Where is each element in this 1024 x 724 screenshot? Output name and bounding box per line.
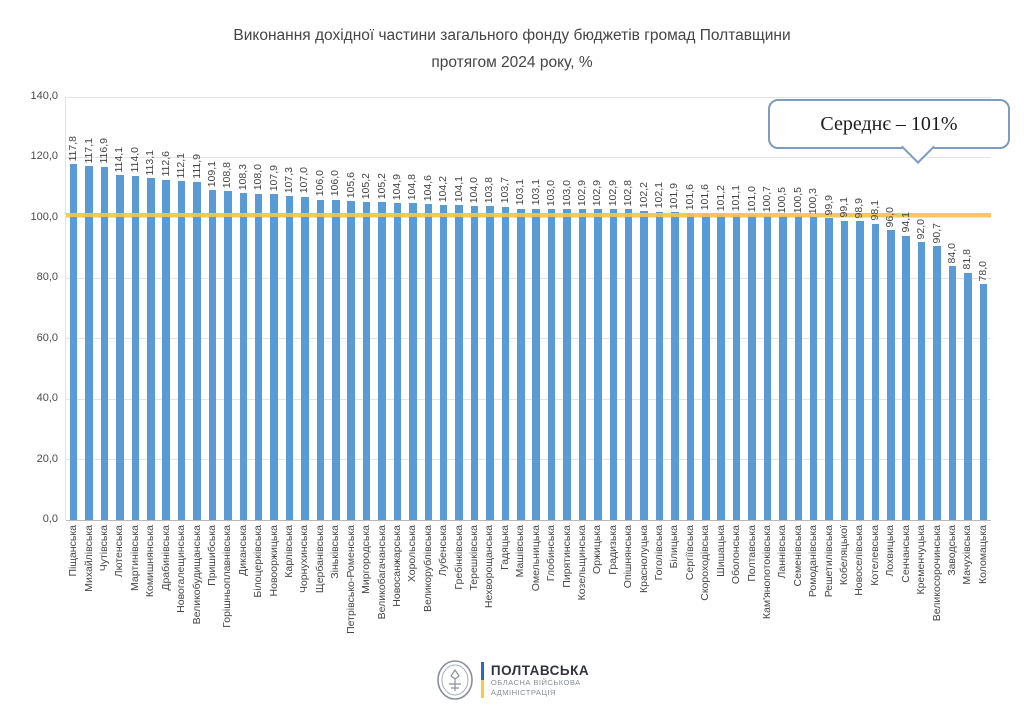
category-label: Полтавська — [745, 525, 758, 582]
value-label: 114,1 — [113, 146, 126, 173]
y-tick-label: 20,0 — [36, 452, 58, 465]
bar — [980, 284, 988, 520]
bar — [563, 209, 571, 520]
value-label: 108,8 — [221, 162, 234, 189]
bar — [332, 200, 340, 520]
value-label: 108,3 — [236, 163, 249, 190]
value-label: 102,9 — [591, 179, 604, 207]
category-label: Пришибська — [205, 525, 218, 586]
value-label: 104,0 — [468, 176, 481, 203]
value-label: 84,0 — [945, 242, 958, 264]
category-label: Лубенська — [437, 525, 450, 577]
value-label: 107,9 — [267, 164, 280, 191]
value-label: 101,6 — [683, 183, 696, 211]
category-label: Комишнянська — [144, 525, 157, 598]
value-label: 104,6 — [421, 174, 434, 201]
value-label: 100,5 — [776, 187, 789, 214]
y-tick-label: 60,0 — [36, 331, 58, 344]
category-label: Кам'янопотоківська — [760, 525, 773, 620]
value-label: 104,9 — [390, 173, 403, 201]
poltava-emblem-icon — [435, 658, 475, 702]
bar — [286, 196, 294, 520]
bar — [486, 206, 494, 520]
value-label: 78,0 — [976, 260, 989, 282]
category-label: Новоселівська — [853, 525, 866, 596]
bar — [209, 190, 217, 520]
value-label: 103,7 — [498, 177, 511, 204]
bar — [779, 216, 787, 520]
category-label: Ланнівська — [776, 525, 789, 579]
category-label: Великосорочинська — [930, 525, 943, 622]
bar — [85, 166, 93, 520]
category-label: Новосанжарська — [390, 525, 403, 607]
bar — [671, 212, 679, 520]
bar — [810, 217, 818, 520]
value-label: 103,1 — [529, 179, 542, 206]
bar — [394, 203, 402, 520]
category-label: Шишацька — [714, 525, 727, 577]
footer-org-name — [491, 663, 589, 698]
value-label: 105,2 — [375, 172, 388, 200]
category-label: Білоцерківська — [252, 525, 265, 598]
bar — [363, 202, 371, 520]
gridline — [66, 97, 991, 98]
bar — [240, 193, 248, 520]
bar — [455, 205, 463, 520]
category-label: Гребінківська — [452, 525, 465, 590]
y-tick-label: 80,0 — [36, 271, 58, 284]
value-label: 104,2 — [437, 175, 450, 203]
bar — [702, 213, 710, 520]
value-label: 105,6 — [344, 171, 357, 198]
value-label: 101,1 — [730, 185, 743, 212]
value-label: 102,8 — [622, 180, 635, 207]
bar — [733, 215, 741, 520]
category-label: Чорнухинська — [298, 525, 311, 594]
category-label: Гадяцька — [498, 525, 511, 570]
bar — [132, 176, 140, 520]
category-label: Глобинська — [545, 525, 558, 582]
value-label: 106,0 — [313, 170, 326, 197]
category-label: Козельщинська — [575, 525, 588, 601]
value-label: 101,2 — [714, 184, 727, 212]
gridline — [66, 459, 991, 460]
bar — [440, 205, 448, 520]
bar — [162, 180, 170, 520]
bar — [532, 209, 540, 521]
bar — [610, 209, 618, 520]
bar — [193, 182, 201, 520]
bar — [517, 209, 525, 521]
bar — [795, 216, 803, 520]
value-label: 101,6 — [699, 183, 712, 211]
value-label: 117,1 — [82, 137, 95, 164]
category-label: Новогалещинська — [175, 525, 188, 613]
org-name-line2: ОБЛАСНА ВІЙСЬКОВА — [490, 677, 581, 687]
bar — [841, 221, 849, 520]
value-label: 98,1 — [868, 200, 881, 221]
bar — [625, 209, 633, 520]
bar — [872, 224, 880, 520]
category-label: Хорольська — [406, 525, 419, 583]
bar — [764, 216, 772, 520]
category-label: Решетилівська — [822, 525, 835, 598]
gridline — [66, 278, 991, 279]
y-tick-label: 100,0 — [30, 210, 58, 223]
value-label: 100,5 — [791, 187, 804, 214]
gridline — [66, 399, 991, 400]
value-label: 99,1 — [838, 197, 851, 218]
category-label: Новооржицька — [267, 525, 280, 597]
category-label: Омельницька — [529, 525, 542, 592]
value-label: 102,9 — [606, 179, 619, 207]
category-label: Пирятинська — [560, 525, 573, 588]
category-label: Щербанівська — [313, 525, 326, 594]
category-label: Опішнянська — [622, 525, 635, 589]
value-label: 81,8 — [961, 249, 974, 270]
bar — [116, 175, 124, 520]
footer-logo — [0, 658, 1024, 702]
category-label: Скороходівська — [699, 525, 712, 601]
bar — [101, 167, 109, 520]
category-label: Сенчанська — [899, 525, 912, 583]
category-label: Заводська — [945, 525, 958, 576]
bar — [825, 218, 833, 520]
bar — [147, 178, 155, 520]
y-tick-label: 0,0 — [42, 513, 58, 525]
value-label: 107,0 — [298, 167, 311, 194]
flag-stripe-yellow — [481, 680, 484, 698]
bar — [918, 242, 926, 520]
value-label: 116,9 — [98, 138, 111, 164]
gridline — [66, 338, 991, 339]
bar — [224, 191, 232, 520]
y-tick-label: 40,0 — [36, 392, 58, 405]
x-axis-line — [66, 520, 991, 521]
value-label: 102,2 — [637, 181, 650, 209]
average-callout-label: Середнє – 101% — [814, 113, 963, 136]
bar — [502, 207, 510, 520]
bar — [270, 194, 278, 520]
bar — [425, 204, 433, 520]
category-label: Оболонська — [730, 525, 743, 585]
value-label: 104,8 — [406, 174, 419, 201]
category-label: Градизька — [606, 525, 619, 575]
bar — [964, 273, 972, 520]
bar — [378, 202, 386, 520]
bar — [548, 209, 556, 520]
org-name-line1: ПОЛТАВСЬКА — [490, 662, 590, 678]
category-label: Зіньківська — [329, 525, 342, 579]
value-label: 94,1 — [899, 212, 912, 233]
category-label: Кобеляцької — [838, 525, 851, 586]
bar — [178, 181, 186, 520]
category-label: Сергіївська — [683, 525, 696, 581]
category-label: Ромоданівська — [807, 525, 820, 598]
category-label: Мачухівська — [961, 525, 974, 585]
category-label: Машівська — [514, 525, 527, 578]
bar — [70, 164, 78, 520]
category-label: Мартинівська — [128, 525, 141, 591]
category-label: Краснолуцька — [637, 525, 650, 593]
value-label: 117,8 — [67, 135, 80, 162]
value-label: 113,1 — [144, 149, 157, 176]
value-label: 108,0 — [252, 164, 265, 191]
category-label: Великорублівська — [421, 525, 434, 612]
value-label: 106,0 — [329, 170, 342, 197]
bar — [317, 200, 325, 520]
bar — [255, 194, 263, 520]
bar — [471, 206, 479, 520]
value-label: 102,1 — [653, 182, 666, 209]
category-label: Гоголівська — [653, 525, 666, 581]
category-label: Лохвицька — [884, 525, 897, 577]
value-label: 99,9 — [822, 194, 835, 216]
value-label: 103,0 — [560, 179, 573, 206]
value-label: 104,1 — [452, 176, 465, 203]
value-label: 112,6 — [159, 151, 172, 177]
value-label: 103,0 — [545, 179, 558, 206]
bar — [748, 215, 756, 520]
org-name-line3: АДМІНІСТРАЦІЯ — [490, 687, 556, 697]
bar — [301, 197, 309, 520]
value-label: 112,1 — [175, 152, 188, 179]
category-label: Великобудищанська — [190, 525, 203, 625]
bar — [902, 236, 910, 520]
bar — [409, 203, 417, 520]
category-label: Карлівська — [283, 525, 296, 578]
value-label: 102,9 — [575, 179, 588, 207]
chart-title-line1: Виконання дохідної частини загального фонду бюджетів громад Полтавщини — [233, 27, 791, 44]
y-tick-label: 140,0 — [30, 90, 58, 102]
category-label: Петрівсько-Роменська — [344, 525, 357, 634]
value-label: 114,0 — [128, 147, 141, 173]
flag-stripe — [481, 662, 484, 698]
bar — [717, 214, 725, 520]
value-label: 107,3 — [283, 166, 296, 193]
category-label: Семенівська — [791, 525, 804, 587]
gridline — [66, 157, 991, 158]
bar — [656, 212, 664, 520]
category-label: Драбинівська — [159, 525, 172, 591]
category-label: Коломацька — [976, 525, 989, 585]
category-label: Горішньоплавнівська — [221, 525, 234, 628]
value-label: 90,7 — [930, 222, 943, 243]
category-label: Лютенська — [113, 525, 126, 578]
category-label: Терешківська — [468, 525, 481, 591]
value-label: 100,3 — [807, 187, 820, 214]
category-label: Котелевська — [868, 525, 881, 586]
bar — [579, 209, 587, 520]
bar — [949, 266, 957, 520]
category-label: Михайлівська — [82, 525, 95, 592]
value-label: 92,0 — [915, 218, 928, 240]
chart-title — [0, 22, 1024, 76]
value-label: 96,0 — [884, 206, 897, 227]
flag-stripe-blue — [481, 662, 484, 680]
value-label: 111,9 — [190, 154, 203, 179]
value-label: 105,2 — [360, 172, 373, 200]
bar — [687, 213, 695, 520]
bar — [640, 211, 648, 520]
category-label: Великобагачанська — [375, 525, 388, 620]
chart-title-line2: протягом 2024 року, % — [431, 54, 593, 72]
bar — [347, 201, 355, 520]
plot-area — [65, 97, 991, 634]
value-label: 100,7 — [760, 186, 773, 213]
value-label: 101,9 — [668, 182, 681, 210]
value-label: 109,1 — [205, 161, 218, 188]
category-label: Піщанська — [67, 525, 80, 577]
bar — [887, 230, 895, 520]
value-label: 103,8 — [483, 177, 496, 204]
bar — [933, 246, 941, 520]
y-tick-label: 120,0 — [30, 150, 58, 163]
category-label: Оржицька — [591, 525, 604, 575]
value-label: 103,1 — [514, 179, 527, 206]
bar — [594, 209, 602, 520]
average-callout — [768, 99, 1010, 149]
category-label: Диканська — [236, 525, 249, 576]
value-label: 101,0 — [745, 185, 758, 212]
category-label: Миргородська — [360, 525, 373, 594]
value-label: 98,9 — [853, 197, 866, 219]
category-label: Чутівська — [98, 525, 111, 572]
category-label: Білицька — [668, 525, 681, 569]
category-label: Кременчуцька — [915, 525, 928, 595]
bar — [856, 221, 864, 520]
category-label: Нехворощанська — [483, 525, 496, 609]
